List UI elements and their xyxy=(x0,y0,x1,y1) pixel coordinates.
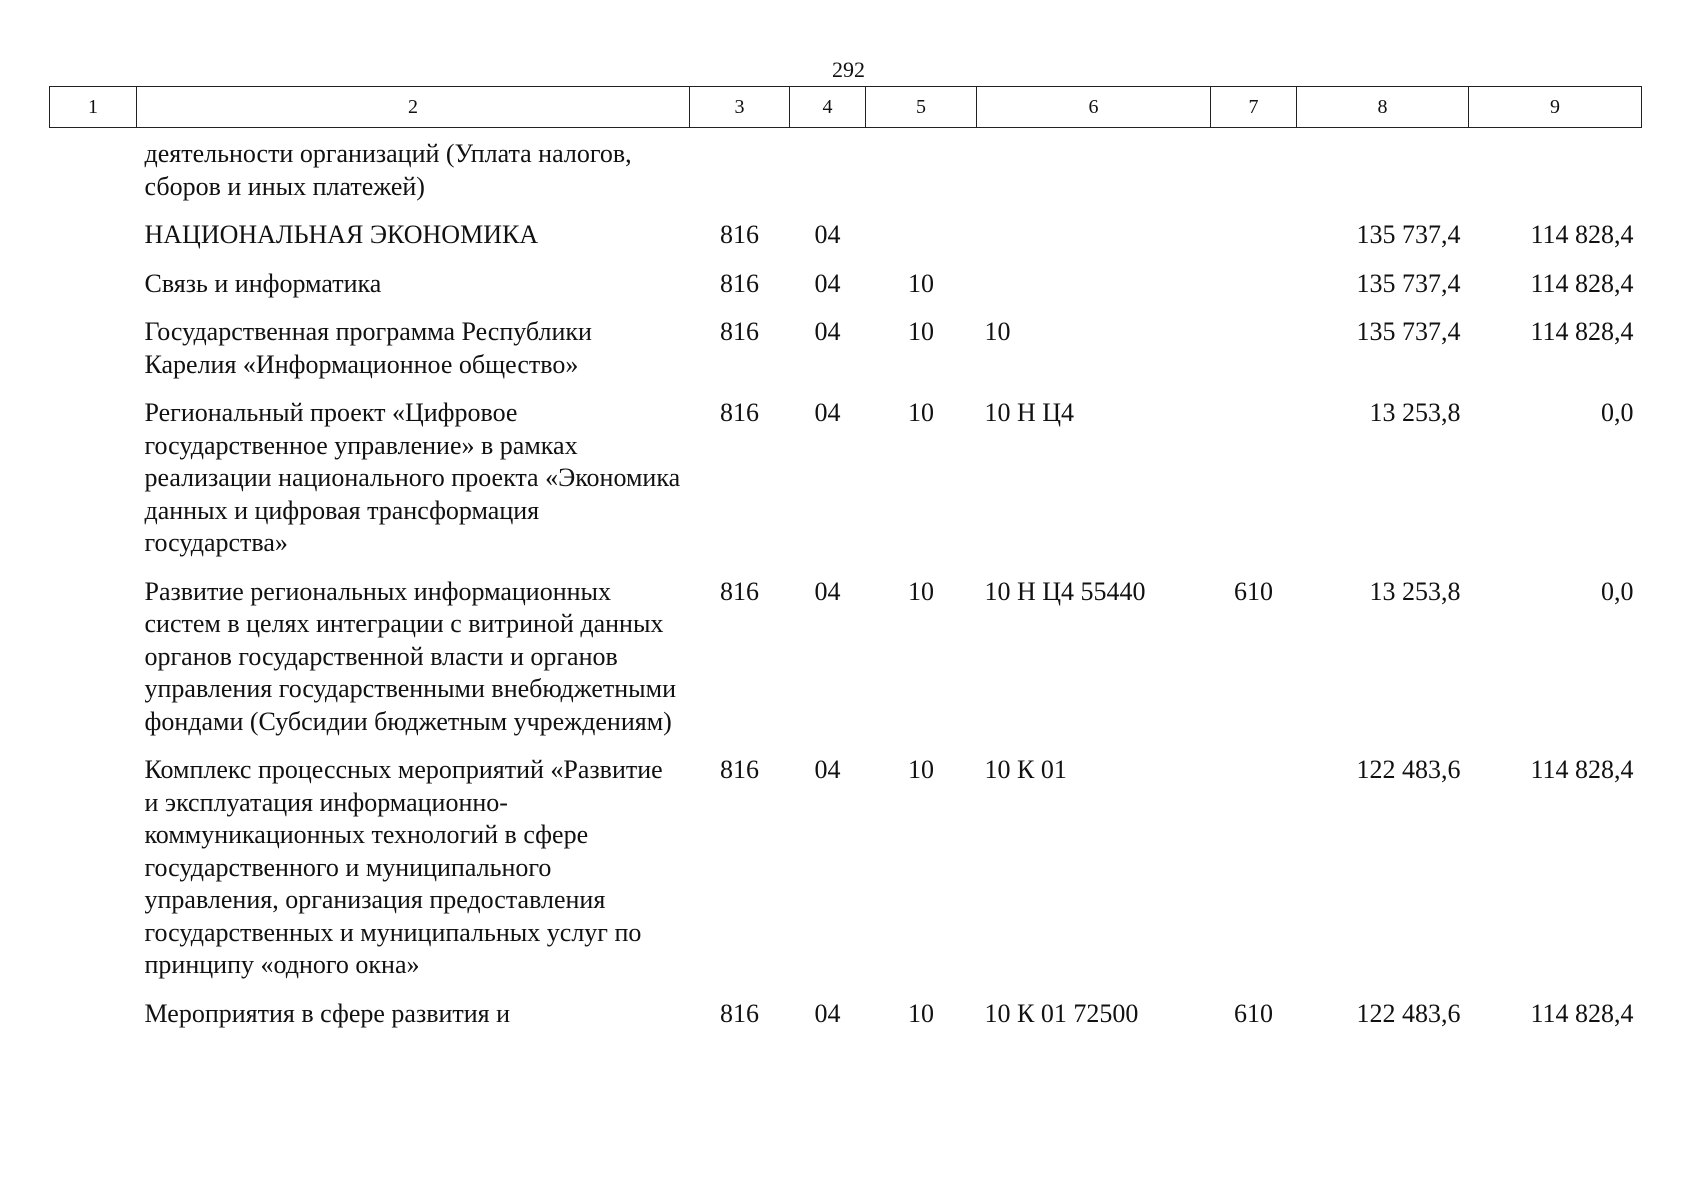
cell-col9: 114 828,4 xyxy=(1530,755,1634,784)
cell-col4: 04 xyxy=(814,755,841,784)
cell-col6: 10 Н Ц4 55440 xyxy=(984,576,1146,606)
cell-col4: 04 xyxy=(814,317,841,346)
cell-col8: 135 737,4 xyxy=(1356,317,1461,346)
cell-col4: 04 xyxy=(814,220,841,249)
cell-col4: 04 xyxy=(814,576,841,606)
cell-col9: 114 828,4 xyxy=(1530,317,1634,346)
cell-col3: 816 xyxy=(720,998,759,1028)
column-header-9: 9 xyxy=(1469,87,1642,128)
cell-col5: 10 xyxy=(908,317,934,346)
column-header-2: 2 xyxy=(137,87,690,128)
cell-col8: 13 253,8 xyxy=(1369,398,1461,427)
column-header-1: 1 xyxy=(50,87,137,128)
cell-col9: 114 828,4 xyxy=(1530,998,1634,1028)
cell-col3: 816 xyxy=(720,220,759,249)
cell-col5: 10 xyxy=(908,398,934,427)
column-header-6: 6 xyxy=(977,87,1211,128)
cell-col8: 13 253,8 xyxy=(1369,576,1461,606)
cell-col3 xyxy=(690,128,790,220)
cell-col7: 610 xyxy=(1234,998,1273,1028)
column-header-3: 3 xyxy=(690,87,790,128)
row-description: Связь и информатика xyxy=(144,268,382,298)
cell-col9 xyxy=(1469,128,1642,220)
column-header-4: 4 xyxy=(790,87,866,128)
row-description: Развитие региональных информационных систем в целях интеграции с витриной данных органов государственной власти и органов управления государственными внебюджетными фондами (Субсидии бюджетным учреждениям) xyxy=(144,576,676,736)
cell-col3: 816 xyxy=(720,317,759,346)
cell-col6: 10 К 01 72500 xyxy=(984,998,1139,1028)
cell-col8 xyxy=(1297,128,1469,220)
cell-col4: 04 xyxy=(814,998,841,1028)
cell-col9: 114 828,4 xyxy=(1530,220,1634,249)
table-header-row xyxy=(50,87,1642,128)
row-description: Мероприятия в сфере развития и xyxy=(144,998,511,1028)
row-description: деятельности организаций (Уплата налогов, сборов и иных платежей) xyxy=(144,139,632,201)
table-row xyxy=(50,219,1642,268)
cell-col5 xyxy=(866,128,977,220)
cell-col8: 122 483,6 xyxy=(1356,998,1461,1028)
cell-col6 xyxy=(977,268,1211,317)
cell-col7 xyxy=(1211,219,1297,268)
cell-col8: 122 483,6 xyxy=(1356,755,1461,784)
cell-col3: 816 xyxy=(720,398,759,427)
cell-col5: 10 xyxy=(908,755,934,784)
cell-col6 xyxy=(977,219,1211,268)
column-header-8: 8 xyxy=(1297,87,1469,128)
column-header-7: 7 xyxy=(1211,87,1297,128)
cell-col7 xyxy=(1211,268,1297,317)
cell-col6: 10 xyxy=(984,317,1011,346)
cell-col9: 0,0 xyxy=(1601,576,1634,606)
row-description: Государственная программа Республики Карелия «Информационное общество» xyxy=(144,317,592,379)
cell-col5: 10 xyxy=(908,576,934,606)
row-description: НАЦИОНАЛЬНАЯ ЭКОНОМИКА xyxy=(144,220,539,249)
cell-col9: 0,0 xyxy=(1601,398,1634,427)
table-row xyxy=(50,998,1642,1047)
page-number: 292 xyxy=(832,57,865,82)
row-description: Комплекс процессных мероприятий «Развитие и эксплуатация информационно-коммуникационных технологий в сфере государственного и муниципального управления, организация предоставления государственных и муниципальных услуг по принципу «одного окна» xyxy=(144,755,663,979)
cell-col4 xyxy=(790,128,866,220)
cell-col6: 10 К 01 xyxy=(984,755,1067,784)
cell-col3: 816 xyxy=(720,755,759,784)
cell-col5: 10 xyxy=(908,998,934,1028)
table-row xyxy=(50,128,1642,220)
row-description: Региональный проект «Цифровое государственное управление» в рамках реализации национального проекта «Экономика данных и цифровая трансформация государства» xyxy=(144,398,681,557)
cell-col5 xyxy=(866,219,977,268)
cell-col5: 10 xyxy=(908,268,934,298)
cell-col7 xyxy=(1211,128,1297,220)
cell-col8: 135 737,4 xyxy=(1356,268,1461,298)
budget-table xyxy=(49,86,1642,1046)
cell-col7 xyxy=(1211,397,1297,576)
cell-col6 xyxy=(977,128,1211,220)
column-header-5: 5 xyxy=(866,87,977,128)
cell-col9: 114 828,4 xyxy=(1530,268,1634,298)
cell-col8: 135 737,4 xyxy=(1356,220,1461,249)
cell-col4: 04 xyxy=(814,268,841,298)
cell-col4: 04 xyxy=(814,398,841,427)
table-row xyxy=(50,268,1642,317)
table-row xyxy=(50,397,1642,576)
cell-col3: 816 xyxy=(720,268,759,298)
table-row xyxy=(50,316,1642,397)
cell-col7 xyxy=(1211,754,1297,998)
table-row xyxy=(50,576,1642,755)
table-row xyxy=(50,754,1642,998)
cell-col3: 816 xyxy=(720,576,759,606)
cell-col6: 10 Н Ц4 xyxy=(984,398,1075,427)
cell-col7 xyxy=(1211,316,1297,397)
cell-col7: 610 xyxy=(1234,576,1273,606)
